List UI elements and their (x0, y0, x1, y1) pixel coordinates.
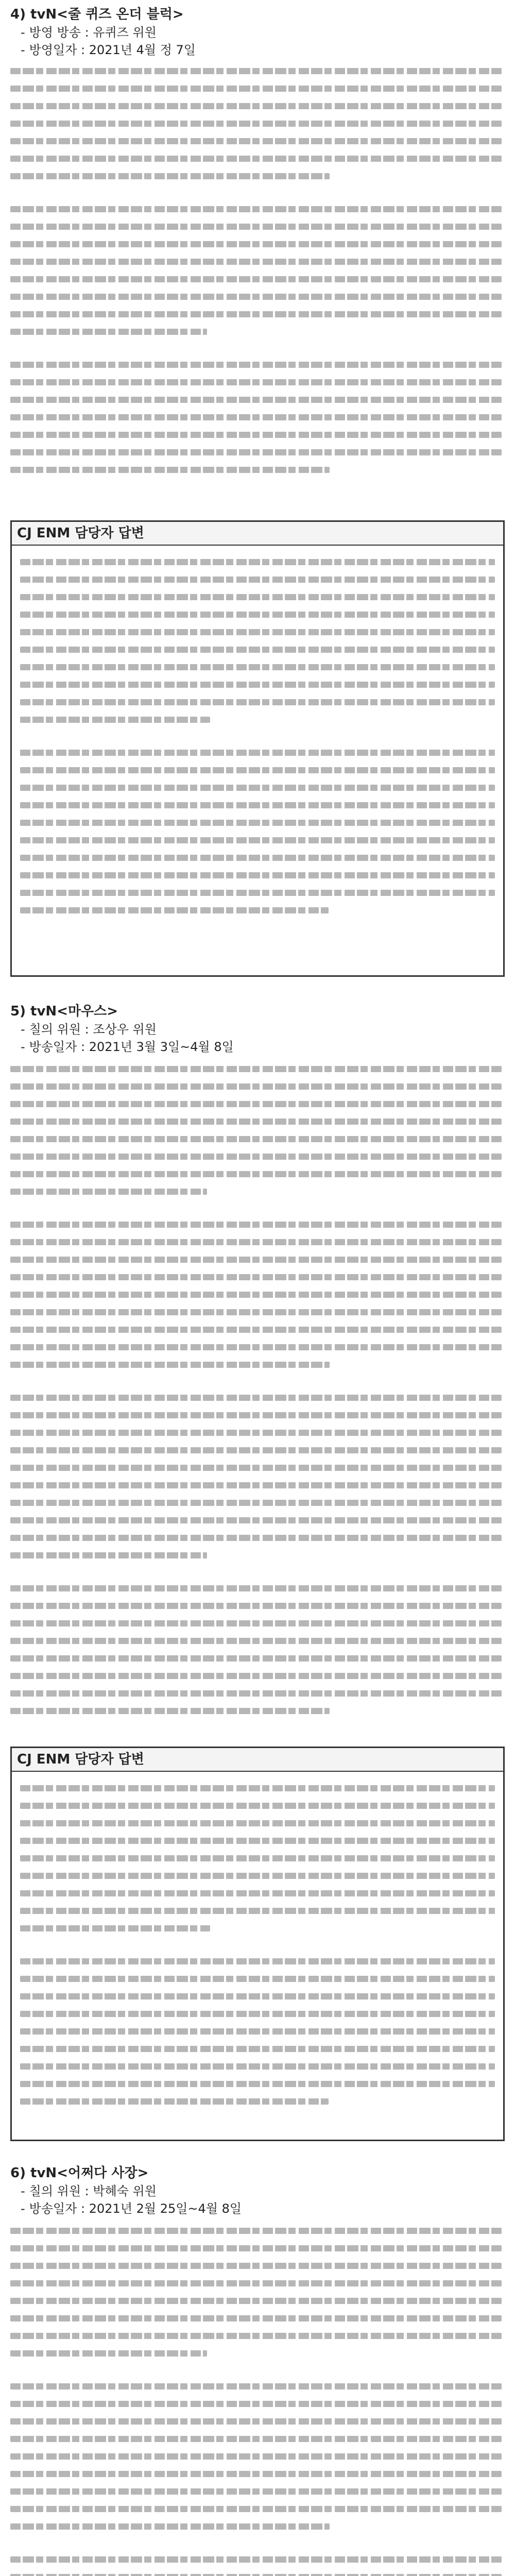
section-4-body-text (10, 61, 502, 499)
section-meta: - 칠의 위원 : 조상우 위원 - 방송일자 : 2021년 3월 3일~4월 8일 (21, 1022, 234, 1054)
section-4-header (10, 5, 505, 59)
response-title: CJ ENM 담당자 답변 (12, 522, 503, 546)
section-title: 6) tvN<어쩌다 사장> (10, 2165, 149, 2181)
response-box-5 (10, 1747, 505, 2141)
section-title: 4) tvN<줄 퀴즈 온더 블럭> (10, 7, 184, 22)
section-6-header (10, 2164, 505, 2217)
section-5-header (10, 1002, 505, 1056)
response-text (12, 546, 503, 924)
response-text (12, 1772, 503, 2115)
section-title: 5) tvN<마우스> (10, 1004, 118, 1019)
response-box-4 (10, 520, 505, 977)
response-title: CJ ENM 담당자 답변 (12, 1748, 503, 1772)
section-meta: - 방영 방송 : 유퀴즈 위원 - 방영일자 : 2021년 4월 정 7일 (21, 25, 196, 57)
section-5-body-text (10, 1059, 502, 1728)
section-6-body-text (10, 2221, 502, 2576)
section-meta: - 칠의 위원 : 박혜숙 위원 - 방송일자 : 2021년 2월 25일~4월 8일 (21, 2184, 242, 2216)
